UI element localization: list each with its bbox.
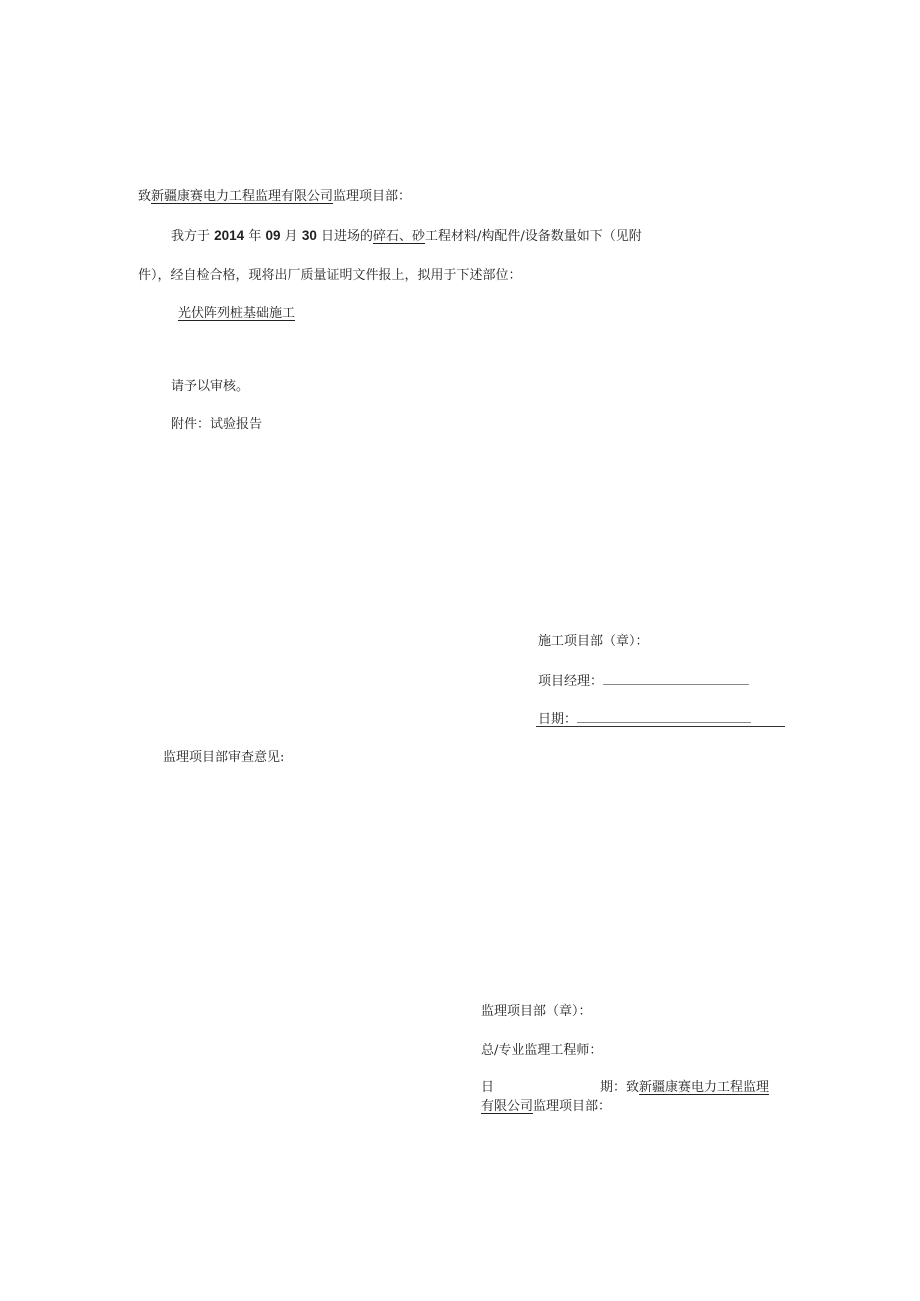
material-name: 碎石、砂	[373, 229, 426, 244]
repeat-prefix: 致	[626, 1080, 640, 1095]
body-text-a: 我方于	[171, 229, 211, 244]
review-request: 请予以审核。	[171, 379, 250, 394]
body-text-c: 月	[284, 229, 298, 244]
review-date-repeat-line	[600, 1079, 769, 1097]
salutation-suffix: 监理项目部：	[333, 189, 412, 204]
usage-location: 光伏阵列桩基础施工	[178, 306, 296, 321]
repeat-company-part-1: 新疆康赛电力工程监理	[639, 1080, 770, 1095]
repeat-line-2	[481, 1098, 611, 1116]
arrival-month: 09	[265, 228, 281, 243]
contractor-separator-line	[536, 726, 785, 727]
review-date-char-2: 期：	[600, 1080, 627, 1095]
body-text-e: 工程材料/构配件/设备数量如下（见附	[425, 229, 642, 244]
body-text-d: 日进场的	[321, 229, 374, 244]
salutation-company: 新疆康赛电力工程监理有限公司	[151, 189, 334, 204]
contractor-date-label: 日期：	[538, 712, 578, 727]
arrival-year: 2014	[214, 228, 245, 243]
project-manager-label: 项目经理：	[538, 674, 604, 689]
arrival-day: 30	[301, 228, 317, 243]
project-manager-row	[538, 672, 749, 691]
supervisor-seal-label: 监理项目部（章）：	[481, 1004, 592, 1019]
repeat-company-part-2: 有限公司	[481, 1099, 534, 1114]
review-date-char-1: 日	[481, 1080, 495, 1095]
body-line-2: 件），经自检合格，现将出厂质量证明文件报上，拟用于下述部位：	[138, 268, 522, 283]
contractor-seal-label: 施工项目部（章）：	[538, 634, 649, 649]
contractor-date-blank	[577, 710, 751, 723]
attachment-line: 附件：试验报告	[171, 417, 263, 432]
chief-engineer-label: 总/专业监理工程师：	[481, 1043, 603, 1058]
body-line-1	[171, 227, 642, 246]
body-text-b: 年	[248, 229, 262, 244]
salutation	[138, 188, 411, 206]
project-manager-blank	[603, 672, 749, 685]
repeat-suffix: 监理项目部：	[533, 1099, 612, 1114]
salutation-prefix: 致	[138, 189, 152, 204]
review-opinion-label: 监理项目部审查意见:	[163, 750, 285, 765]
